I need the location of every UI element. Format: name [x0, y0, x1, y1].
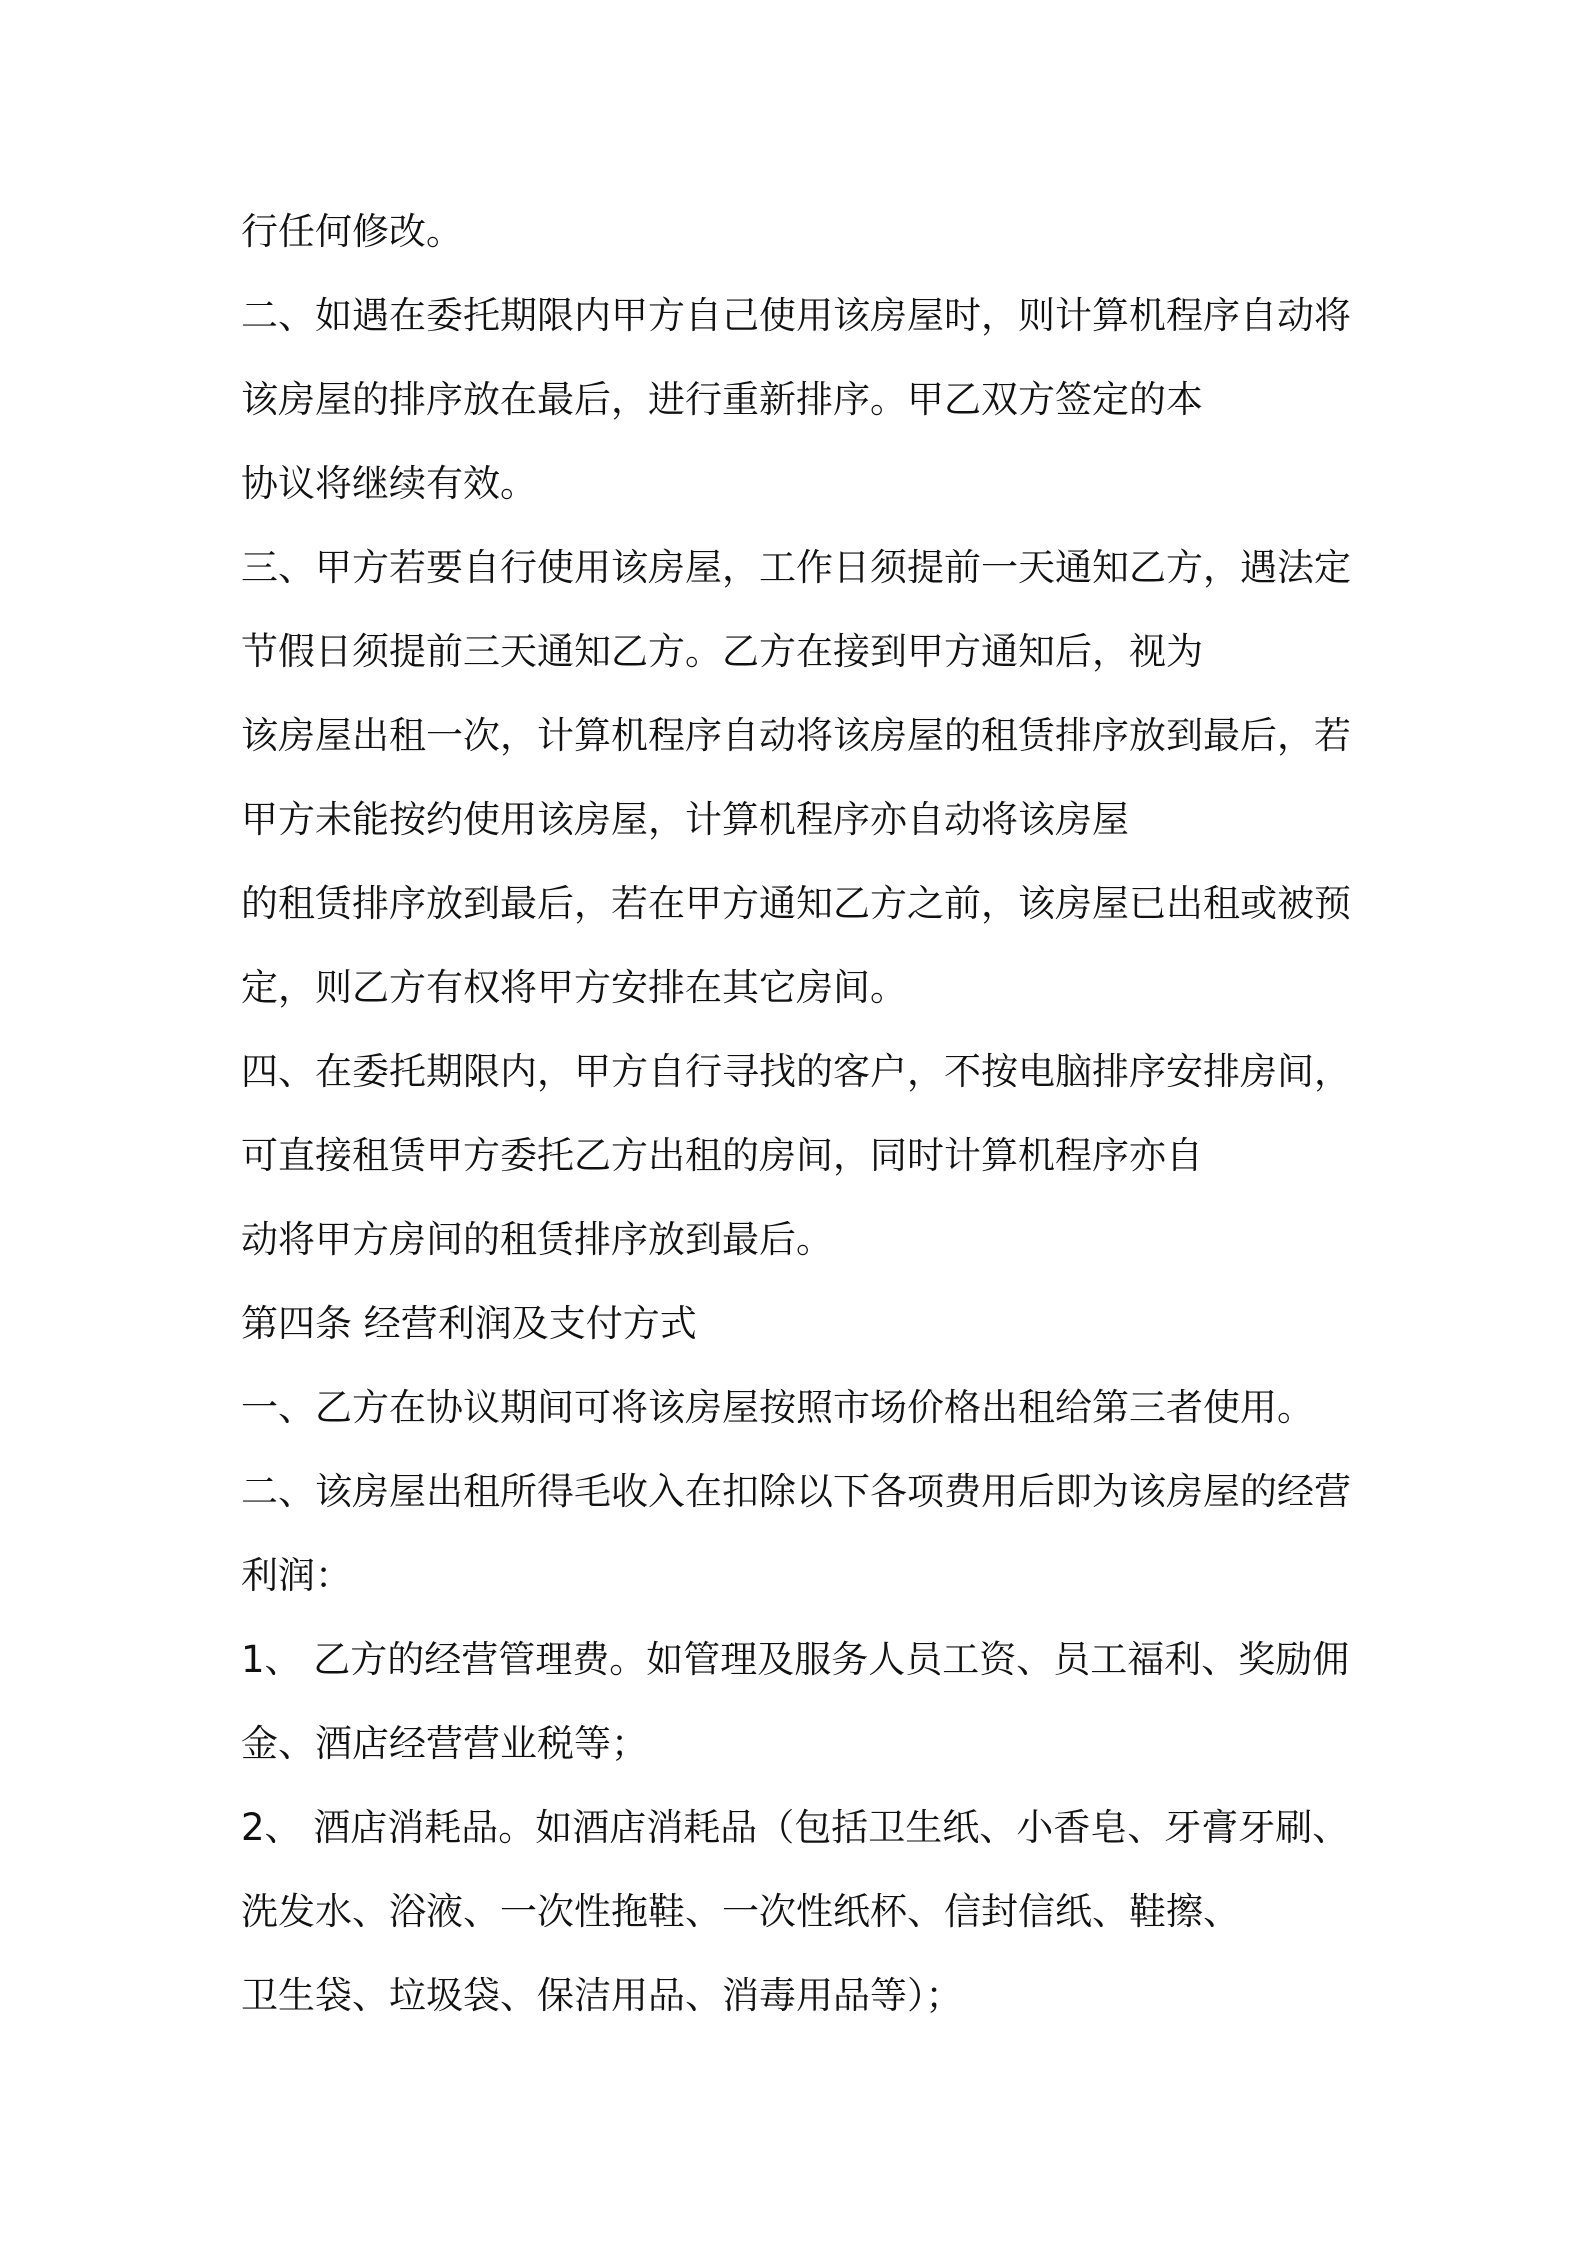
text-line: 二、该房屋出租所得毛收入在扣除以下各项费用后即为该房屋的经营: [241, 1470, 1351, 1513]
text-line: 一、乙方在协议期间可将该房屋按照市场价格出租给第三者使用。: [241, 1386, 1314, 1429]
text-line: 1、 乙方的经营管理费。如管理及服务人员工资、员工福利、奖励佣: [241, 1638, 1350, 1681]
text-line: 协议将继续有效。: [241, 462, 537, 505]
text-line: 四、在委托期限内，甲方自行寻找的客户，不按电脑排序安排房间，: [241, 1050, 1351, 1093]
text-line: 该房屋的排序放在最后，进行重新排序。甲乙双方签定的本: [241, 378, 1203, 421]
document-body: [241, 190, 1361, 2038]
text-line: 金、酒店经营营业税等；: [241, 1722, 648, 1765]
text-line: 二、如遇在委托期限内甲方自己使用该房屋时，则计算机程序自动将: [241, 294, 1351, 337]
section-heading: 第四条 经营利润及支付方式: [241, 1302, 697, 1345]
text-line: 利润：: [241, 1554, 352, 1597]
text-line: 定，则乙方有权将甲方安排在其它房间。: [241, 966, 907, 1009]
text-line: 三、甲方若要自行使用该房屋，工作日须提前一天通知乙方，遇法定: [241, 546, 1351, 589]
text-line: 的租赁排序放到最后，若在甲方通知乙方之前，该房屋已出租或被预: [241, 882, 1351, 925]
text-line: 动将甲方房间的租赁排序放到最后。: [241, 1218, 833, 1261]
text-line: 卫生袋、垃圾袋、保洁用品、消毒用品等）；: [241, 1974, 963, 2017]
text-line: 2、 酒店消耗品。如酒店消耗品（包括卫生纸、小香皂、牙膏牙刷、: [241, 1806, 1350, 1849]
text-line: 洗发水、浴液、一次性拖鞋、一次性纸杯、信封信纸、鞋擦、: [241, 1890, 1240, 1933]
text-line: 行任何修改。: [241, 210, 463, 253]
text-line: 节假日须提前三天通知乙方。乙方在接到甲方通知后，视为: [241, 630, 1203, 673]
text-line: 该房屋出租一次，计算机程序自动将该房屋的租赁排序放到最后，若: [241, 714, 1351, 757]
text-line: 甲方未能按约使用该房屋，计算机程序亦自动将该房屋: [241, 798, 1129, 841]
text-line: 可直接租赁甲方委托乙方出租的房间，同时计算机程序亦自: [241, 1134, 1203, 1177]
